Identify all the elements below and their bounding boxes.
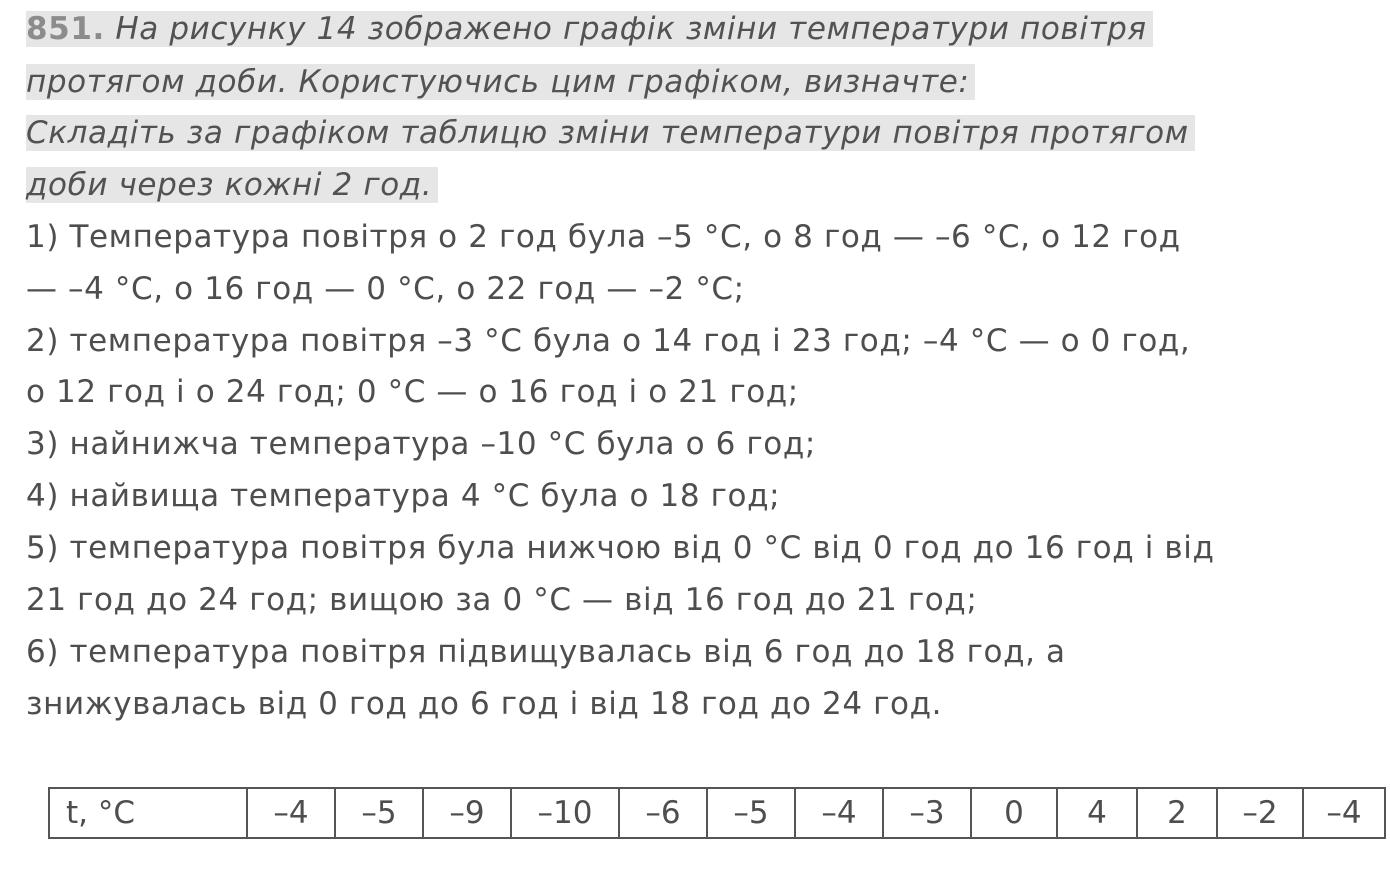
answer-line-3: 2) температура повітря –3 °С була о 14 год і 23 год; –4 °С — о 0 год, (26, 323, 1191, 359)
table-cell: 4 (1057, 788, 1137, 838)
task-line-1 (26, 10, 1153, 48)
table-cell: –9 (423, 788, 511, 838)
task-line-2 (26, 63, 975, 101)
task-number: 851. (26, 11, 105, 47)
answer-line-4: о 12 год і о 24 год; 0 °С — о 16 год і о 21 год; (26, 374, 799, 410)
task-line-3 (26, 114, 1195, 152)
task-text-4: доби через кожні 2 год. (26, 167, 438, 203)
table-cell: 2 (1137, 788, 1217, 838)
table-cell: –2 (1217, 788, 1303, 838)
table-cell: 0 (971, 788, 1057, 838)
table-cell: –5 (335, 788, 423, 838)
task-text-3: Складіть за графіком таблицю зміни температури повітря протягом (26, 115, 1195, 151)
table-cell: –6 (619, 788, 707, 838)
answer-line-6: 4) найвища температура 4 °С була о 18 год; (26, 478, 781, 514)
task-text-2: протягом доби. Користуючись цим графіком, визначте: (26, 64, 975, 100)
table-cell: –10 (511, 788, 619, 838)
table-cell: –4 (795, 788, 883, 838)
answer-line-7: 5) температура повітря була нижчою від 0 °С від 0 год до 16 год і від (26, 530, 1215, 566)
table-cell: –4 (1303, 788, 1385, 838)
answer-line-10: знижувалась від 0 год до 6 год і від 18 год до 24 год. (26, 686, 943, 722)
temperature-table (48, 787, 1386, 839)
answer-line-2: — –4 °С, о 16 год — 0 °С, о 22 год — –2 °С; (26, 271, 745, 307)
task-text-1: На рисунку 14 зображено графік зміни температури повітря (115, 11, 1147, 47)
table-cell: –3 (883, 788, 971, 838)
table-cell: –4 (247, 788, 335, 838)
task-line-4 (26, 166, 438, 204)
table-header-cell: t, °С (49, 788, 247, 838)
table-row (49, 788, 1385, 838)
answer-line-1: 1) Температура повітря о 2 год була –5 °С, о 8 год — –6 °С, о 12 год (26, 219, 1181, 255)
answer-line-9: 6) температура повітря підвищувалась від 6 год до 18 год, а (26, 634, 1066, 670)
answer-line-8: 21 год до 24 год; вищою за 0 °С — від 16 год до 21 год; (26, 582, 978, 618)
table-cell: –5 (707, 788, 795, 838)
answer-line-5: 3) найнижча температура –10 °С була о 6 год; (26, 426, 816, 462)
